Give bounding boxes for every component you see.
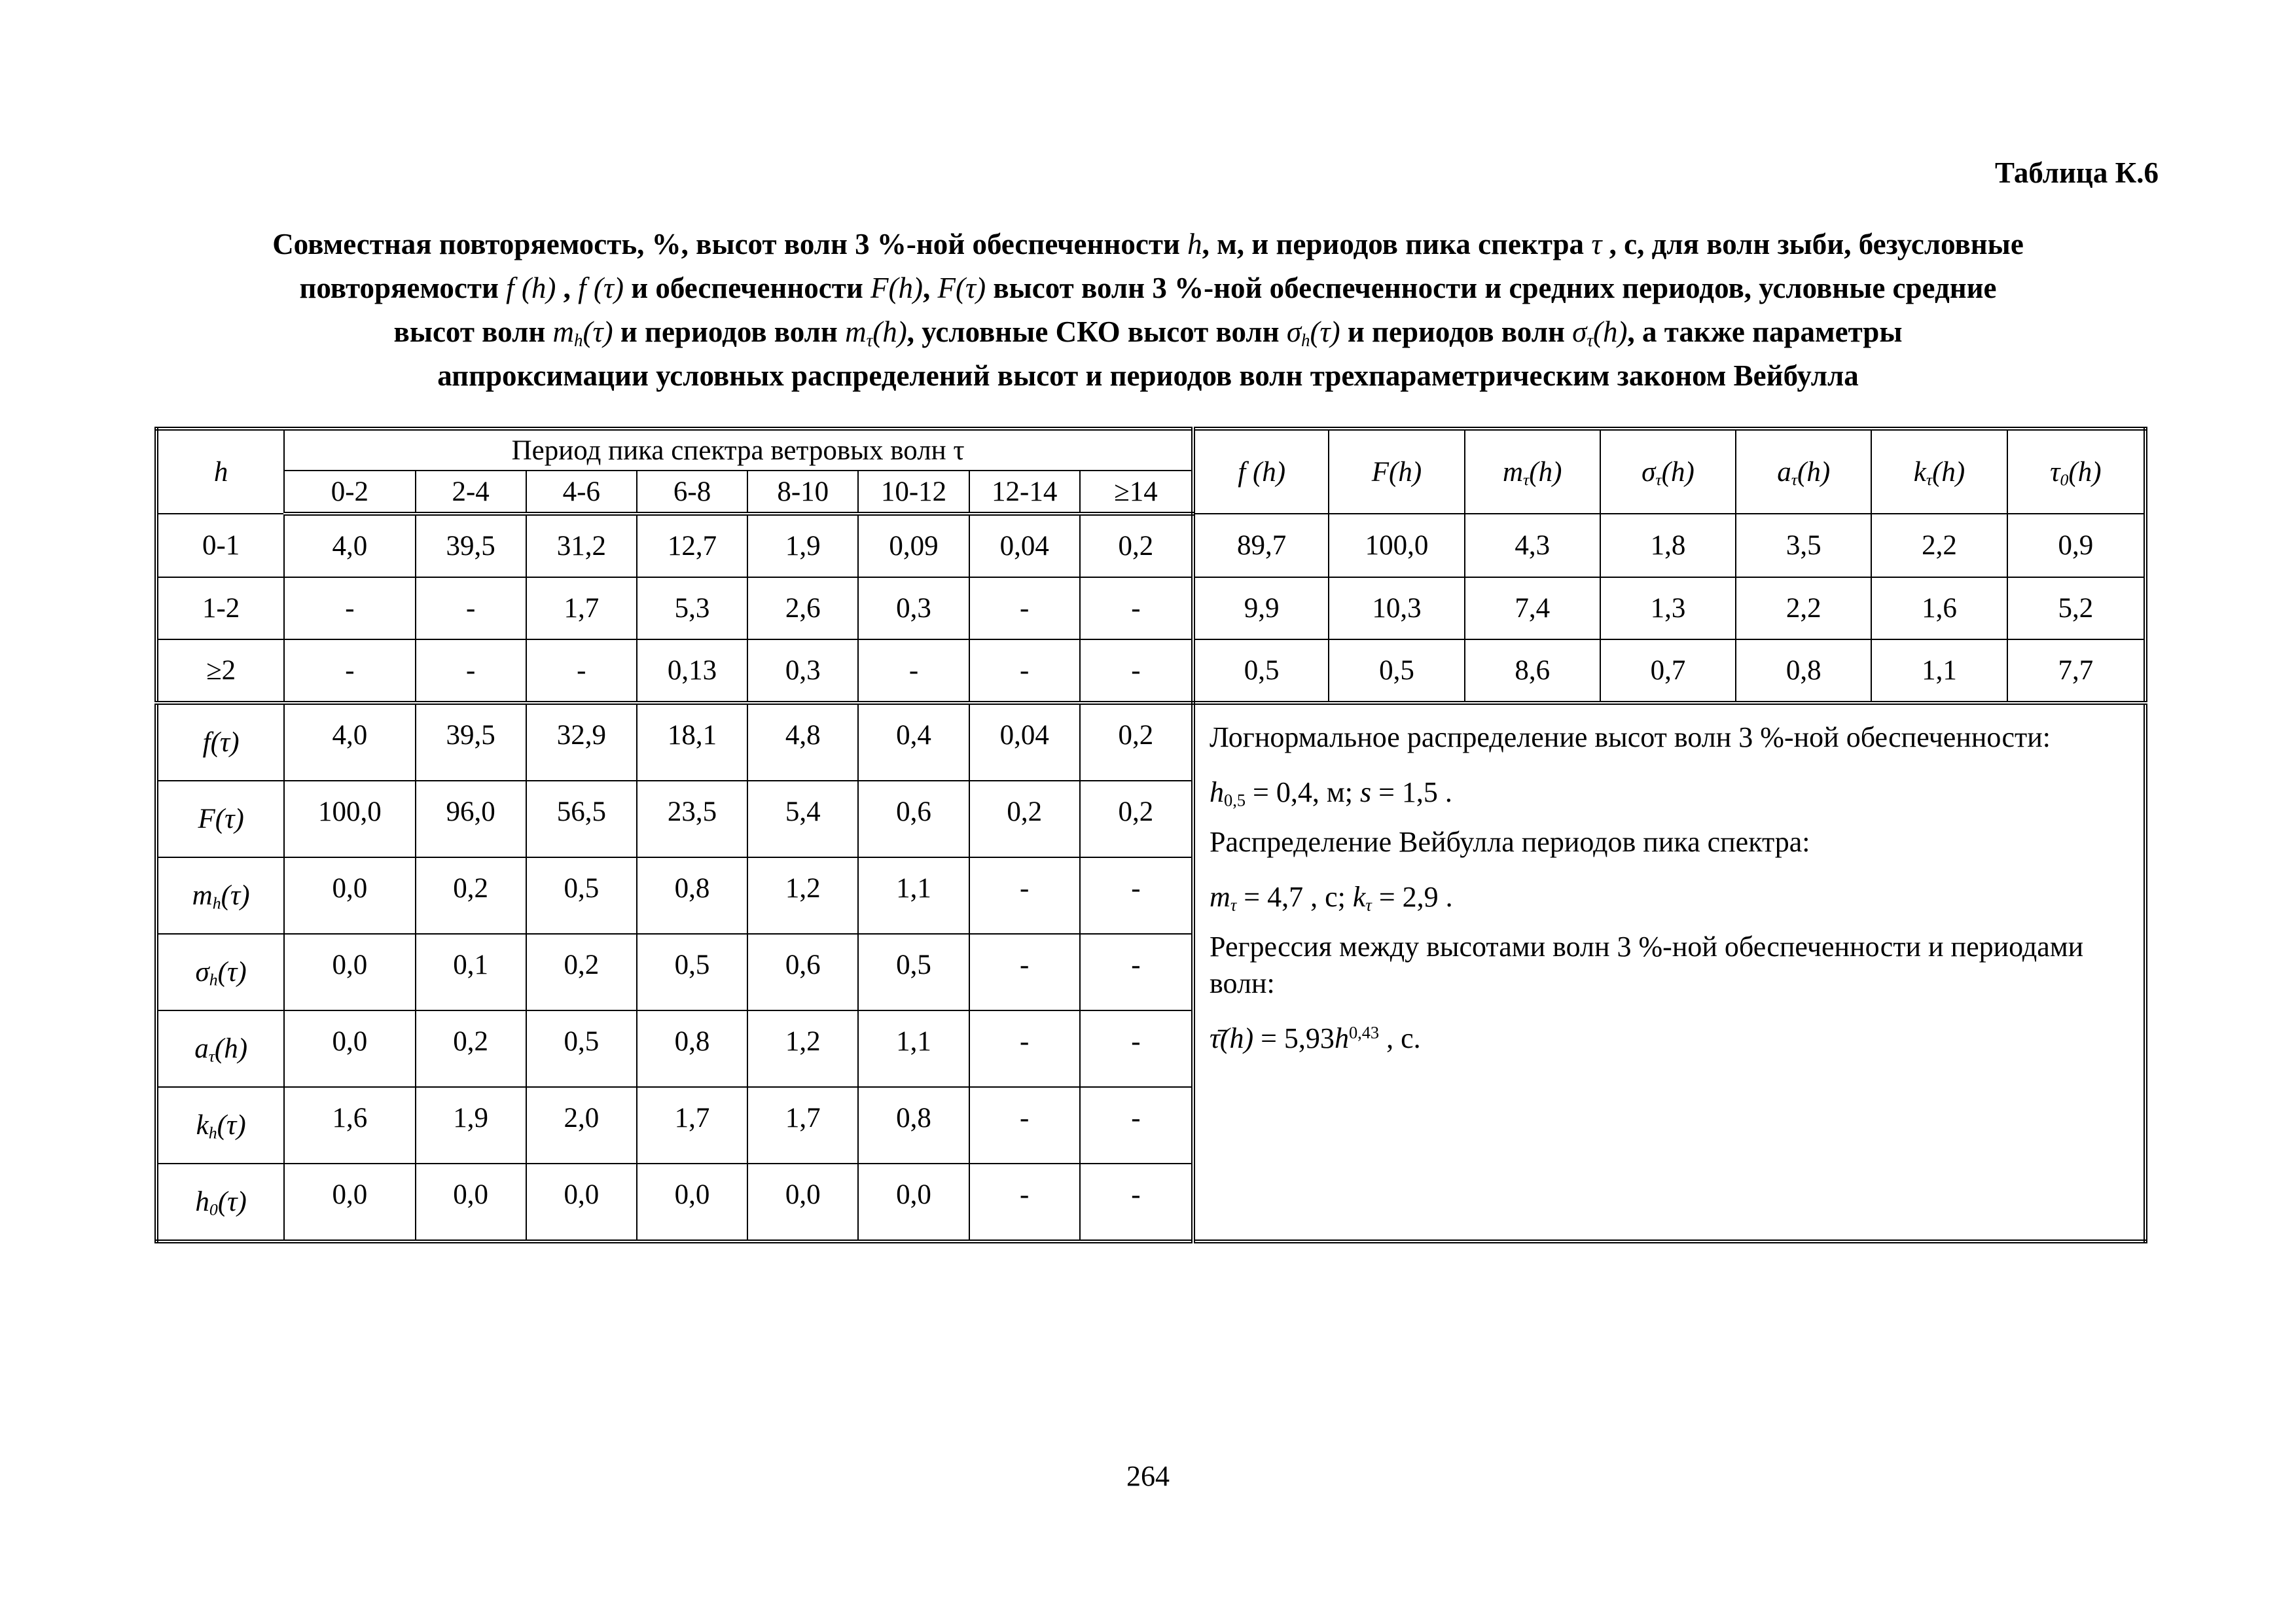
header-period-range: 8-10 xyxy=(747,471,858,514)
caption-text: , м, и периодов пика спектра xyxy=(1202,228,1592,260)
caption-line-1 xyxy=(154,223,2142,266)
header-period-range: ≥14 xyxy=(1080,471,1193,514)
table-cell: 23,5 xyxy=(637,781,747,857)
table-cell: 0,5 xyxy=(858,934,969,1010)
table-cell: 89,7 xyxy=(1193,514,1329,577)
table-cell: 0,8 xyxy=(637,1010,747,1087)
header-period-range: 12-14 xyxy=(969,471,1080,514)
table-cell: - xyxy=(284,639,415,703)
page-number: 264 xyxy=(1126,1460,1170,1492)
table-cell: 0,8 xyxy=(858,1087,969,1164)
table-cell: 18,1 xyxy=(637,703,747,781)
header-period-range: 6-8 xyxy=(637,471,747,514)
table-cell: 3,5 xyxy=(1736,514,1871,577)
caption-text: Совместная повторяемость, %, высот волн 3 %-ной обеспеченности xyxy=(272,228,1188,260)
table-cell: 0,0 xyxy=(284,1164,415,1241)
caption-text: и обеспеченности xyxy=(623,272,871,304)
formula-lognormal: $h_{0,5} = 0,4$, м; s = 1,5 . xyxy=(1210,776,1452,810)
table-cell: 0,5 xyxy=(526,1010,637,1087)
table-cell: 0,5 xyxy=(1193,639,1329,703)
table-cell: 7,7 xyxy=(2007,639,2145,703)
table-cell: - xyxy=(969,857,1080,934)
table-cell: 0,0 xyxy=(858,1164,969,1241)
table-cell: 56,5 xyxy=(526,781,637,857)
header-param: $k_\tau(h)$ xyxy=(1871,429,2007,514)
table-cell: 1,7 xyxy=(526,577,637,639)
header-period-range: 4-6 xyxy=(526,471,637,514)
header-param: $m_\tau(h)$ xyxy=(1465,429,1600,514)
table-cell: - xyxy=(1080,857,1193,934)
table-cell: 0,0 xyxy=(416,1164,526,1241)
row-label: 0-1 xyxy=(156,514,284,577)
header-row xyxy=(156,429,2145,471)
table-cell: 1,3 xyxy=(1600,577,1736,639)
table-cell: 1,9 xyxy=(747,514,858,577)
header-param: $a_\tau(h)$ xyxy=(1736,429,1871,514)
row-label: $k_h(\tau)$ xyxy=(156,1087,284,1164)
caption-text: , с, для волн зыби, безусловные xyxy=(1602,228,2024,260)
table-cell: - xyxy=(969,1010,1080,1087)
table-cell: 100,0 xyxy=(284,781,415,857)
row-label: $a_\tau(h)$ xyxy=(156,1010,284,1087)
table-cell: 0,5 xyxy=(526,857,637,934)
caption-text: повторяемости xyxy=(299,272,507,304)
table-cell: 4,0 xyxy=(284,514,415,577)
table-cell: 8,6 xyxy=(1465,639,1600,703)
table-cell: - xyxy=(1080,1164,1193,1241)
table-cell: 5,4 xyxy=(747,781,858,857)
table-cell: 32,9 xyxy=(526,703,637,781)
table-cell: 1,6 xyxy=(284,1087,415,1164)
table-cell: 39,5 xyxy=(416,703,526,781)
table-cell: 0,2 xyxy=(1080,703,1193,781)
header-param: f (h) xyxy=(1193,429,1329,514)
table-cell: 0,5 xyxy=(637,934,747,1010)
caption-text: высот волн xyxy=(393,315,553,348)
table-row xyxy=(156,514,2145,577)
table-cell: 2,0 xyxy=(526,1087,637,1164)
table-cell: - xyxy=(969,639,1080,703)
table-cell: 0,5 xyxy=(1329,639,1464,703)
row-label: f(τ) xyxy=(156,703,284,781)
table-cell: 1,2 xyxy=(747,1010,858,1087)
table-cell: 0,04 xyxy=(969,703,1080,781)
table-cell: 4,8 xyxy=(747,703,858,781)
row-label: ≥2 xyxy=(156,639,284,703)
table-cell: 0,3 xyxy=(747,639,858,703)
table-cell: 1,1 xyxy=(1871,639,2007,703)
note-lognormal: Логнормальное распределение высот волн 3 %-ной обеспеченности: xyxy=(1210,721,2051,753)
note-regression: Регрессия между высотами волн 3 %-ной обеспеченности и периодами волн: xyxy=(1210,931,2084,999)
table-cell: 2,2 xyxy=(1736,577,1871,639)
header-period-range: 10-12 xyxy=(858,471,969,514)
table-cell: 9,9 xyxy=(1193,577,1329,639)
header-period-range: 0-2 xyxy=(284,471,415,514)
table-cell: 4,0 xyxy=(284,703,415,781)
table-cell: 0,8 xyxy=(1736,639,1871,703)
row-label: $\sigma_h(\tau)$ xyxy=(156,934,284,1010)
table-cell: 0,1 xyxy=(416,934,526,1010)
table-cell: 0,0 xyxy=(284,857,415,934)
table-cell: 0,0 xyxy=(284,1010,415,1087)
formula-weibull: $m_\tau = 4,7$ , с; $k_\tau = 2,9$ . xyxy=(1210,881,1453,915)
table-cell: 0,13 xyxy=(637,639,747,703)
table-cell: 39,5 xyxy=(416,514,526,577)
table-cell: 0,8 xyxy=(637,857,747,934)
table-row xyxy=(156,577,2145,639)
caption-symbol: $m_h(\tau)$ xyxy=(552,315,613,350)
table-cell: 1,8 xyxy=(1600,514,1736,577)
table-cell: 0,2 xyxy=(526,934,637,1010)
caption-text: , условные СКО высот волн xyxy=(906,315,1287,348)
table-cell: - xyxy=(969,577,1080,639)
table-cell: 1,7 xyxy=(637,1087,747,1164)
formula-regression: τ̄(h) = $5,93h^{0,43}$ , с. xyxy=(1210,1022,1421,1054)
caption-line-4: аппроксимации условных распределений высот и периодов волн трехпараметрическим законом Вейбулла xyxy=(437,359,1859,392)
header-h: h xyxy=(156,429,284,514)
table-cell: 96,0 xyxy=(416,781,526,857)
table-cell: 1,6 xyxy=(1871,577,2007,639)
table-cell: 0,2 xyxy=(1080,781,1193,857)
row-label: F(τ) xyxy=(156,781,284,857)
header-period-range: 2-4 xyxy=(416,471,526,514)
table-cell: 0,3 xyxy=(858,577,969,639)
table-cell: 0,9 xyxy=(2007,514,2145,577)
caption-symbol: $\sigma_h(\tau)$ xyxy=(1286,315,1340,350)
table-cell: 2,6 xyxy=(747,577,858,639)
table-cell: - xyxy=(1080,1010,1193,1087)
caption-text: , а также параметры xyxy=(1627,315,1903,348)
caption-symbol: τ xyxy=(1591,228,1602,260)
table-cell: 0,2 xyxy=(1080,514,1193,577)
caption-line-2 xyxy=(154,266,2142,310)
caption-symbol: f (h) xyxy=(506,272,556,304)
table-cell: 0,7 xyxy=(1600,639,1736,703)
table-cell: 0,4 xyxy=(858,703,969,781)
caption-text: высот волн 3 %-ной обеспеченности и средних периодов, условные средние xyxy=(986,272,1997,304)
table-row xyxy=(156,703,2145,781)
header-param: $\sigma_\tau(h)$ xyxy=(1600,429,1736,514)
table-cell: - xyxy=(1080,639,1193,703)
table-cell: 12,7 xyxy=(637,514,747,577)
table-caption xyxy=(154,223,2142,398)
table-cell: 0,0 xyxy=(637,1164,747,1241)
table-label: Таблица К.6 xyxy=(1994,156,2159,189)
row-label: $m_h(\tau)$ xyxy=(156,857,284,934)
table-cell: 1,7 xyxy=(747,1087,858,1164)
caption-text: , xyxy=(556,272,579,304)
table-cell: 1,2 xyxy=(747,857,858,934)
table-cell: 1,9 xyxy=(416,1087,526,1164)
row-label: 1-2 xyxy=(156,577,284,639)
table-cell: 10,3 xyxy=(1329,577,1464,639)
caption-symbol: F(h) xyxy=(870,272,924,304)
distribution-notes xyxy=(1193,703,2145,1241)
table-cell: 5,2 xyxy=(2007,577,2145,639)
table-cell: 0,6 xyxy=(858,781,969,857)
table-cell: - xyxy=(858,639,969,703)
table-cell: 0,0 xyxy=(526,1164,637,1241)
caption-line-3 xyxy=(154,310,2142,354)
caption-text: и периодов волн xyxy=(1340,315,1573,348)
header-period: Период пика спектра ветровых волн τ xyxy=(284,429,1193,471)
caption-text: , xyxy=(923,272,938,304)
table-cell: 0,2 xyxy=(969,781,1080,857)
table-cell: 0,2 xyxy=(416,857,526,934)
row-label: $h_0(\tau)$ xyxy=(156,1164,284,1241)
table-cell: 4,3 xyxy=(1465,514,1600,577)
caption-symbol: f (τ) xyxy=(578,272,624,304)
caption-symbol: h xyxy=(1187,228,1202,260)
table-cell: 0,0 xyxy=(747,1164,858,1241)
table-cell: 7,4 xyxy=(1465,577,1600,639)
caption-symbol: $m_\tau(h)$ xyxy=(845,315,907,350)
table-cell: 0,0 xyxy=(284,934,415,1010)
table-cell: - xyxy=(969,1164,1080,1241)
table-cell: 2,2 xyxy=(1871,514,2007,577)
table-cell: - xyxy=(1080,1087,1193,1164)
table-cell: - xyxy=(1080,934,1193,1010)
table-cell: - xyxy=(526,639,637,703)
table-cell: - xyxy=(416,577,526,639)
table-cell: 1,1 xyxy=(858,857,969,934)
table-cell: - xyxy=(1080,577,1193,639)
table-cell: 1,1 xyxy=(858,1010,969,1087)
table-cell: - xyxy=(284,577,415,639)
table-cell: - xyxy=(969,934,1080,1010)
caption-symbol: $\sigma_\tau(h)$ xyxy=(1572,315,1628,350)
caption-symbol: F(τ) xyxy=(937,272,986,304)
note-weibull: Распределение Вейбулла периодов пика спектра: xyxy=(1210,826,1810,858)
table-cell: - xyxy=(969,1087,1080,1164)
wave-statistics-table xyxy=(154,427,2147,1243)
caption-text: и периодов волн xyxy=(613,315,846,348)
table-cell: 5,3 xyxy=(637,577,747,639)
table-cell: 0,6 xyxy=(747,934,858,1010)
table-cell: 0,09 xyxy=(858,514,969,577)
table-cell: 100,0 xyxy=(1329,514,1464,577)
table-cell: - xyxy=(416,639,526,703)
table-row xyxy=(156,639,2145,703)
table-cell: 0,04 xyxy=(969,514,1080,577)
header-param: F(h) xyxy=(1329,429,1464,514)
table-cell: 31,2 xyxy=(526,514,637,577)
table-cell: 0,2 xyxy=(416,1010,526,1087)
header-param: $\tau_0(h)$ xyxy=(2007,429,2145,514)
